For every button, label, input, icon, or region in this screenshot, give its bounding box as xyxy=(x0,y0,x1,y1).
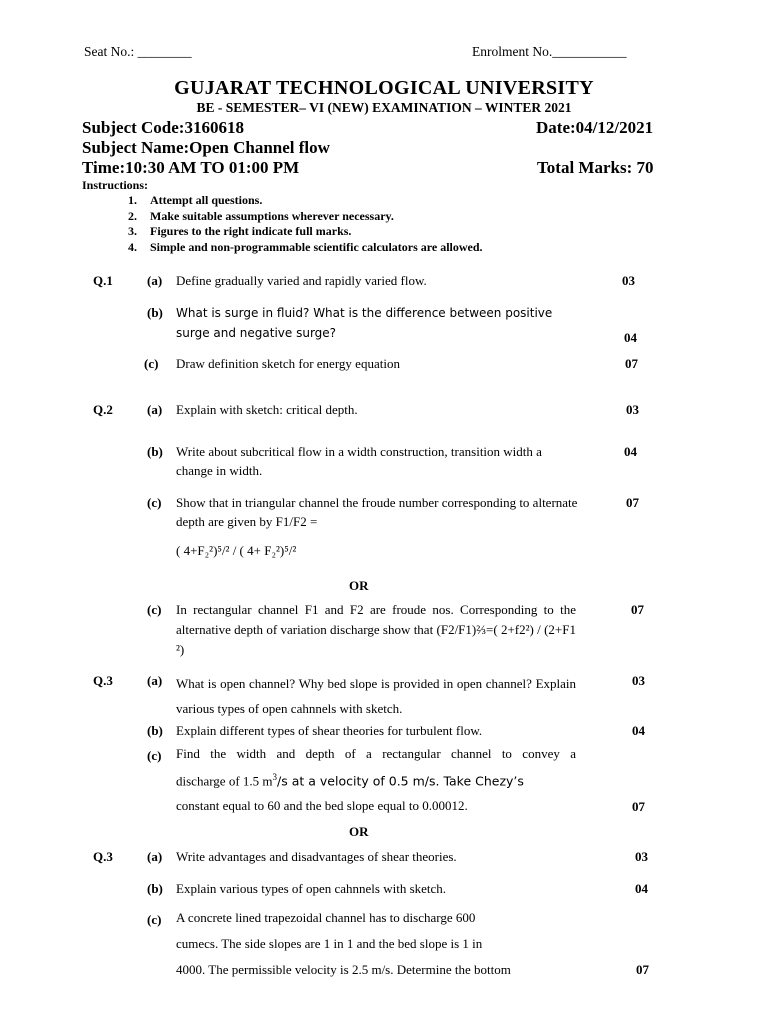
question-text: Explain with sketch: critical depth. xyxy=(176,402,358,417)
question-text: What is surge in fluid? What is the difference between positive surge and negative surge? xyxy=(176,306,553,340)
enrolment-number: Enrolment No.___________ xyxy=(472,44,627,59)
subject-name: Subject Name:Open Channel flow xyxy=(82,138,330,157)
part-label: (b) xyxy=(147,723,163,738)
question-text: A concrete lined trapezoidal channel has to discharge 600 xyxy=(176,910,476,925)
part-label: (b) xyxy=(147,305,163,320)
marks: 04 xyxy=(632,723,645,738)
subject-code: Subject Code:3160618 xyxy=(82,118,244,137)
part-label: (c) xyxy=(144,356,159,371)
question-text: Define gradually varied and rapidly varied flow. xyxy=(176,273,427,288)
part-label: (c) xyxy=(147,495,162,510)
part-label: (b) xyxy=(147,881,163,896)
part-label: (a) xyxy=(147,273,163,288)
question-text: 4000. The permissible velocity is 2.5 m/s. Determine the bottom xyxy=(176,962,511,977)
or-separator: OR xyxy=(349,578,369,593)
question-text: In rectangular channel F1 and F2 are froude nos. Corresponding to the alternative depth of variation discharge show that (F2/F1)⅔=( 2+f2²) / (2+F1 ²) xyxy=(176,602,576,657)
marks: 03 xyxy=(622,273,635,288)
marks: 03 xyxy=(635,849,648,864)
exam-title: BE - SEMESTER– VI (NEW) EXAMINATION – WINTER 2021 xyxy=(196,100,572,115)
question-text: Find the width and depth of a rectangular channel to convey a xyxy=(176,746,576,761)
formula: ( 4+F₂²)⁵/² / ( 4+ F₂²)⁵/² xyxy=(176,543,297,558)
marks: 07 xyxy=(625,356,638,371)
question-text: Explain different types of shear theories for turbulent flow. xyxy=(176,723,483,738)
part-label: (c) xyxy=(147,912,162,927)
exam-time: Time:10:30 AM TO 01:00 PM xyxy=(82,158,300,177)
question-text: Write about subcritical flow in a width construction, transition width a change in width. xyxy=(176,444,542,478)
question-text: discharge of 1.5 $m^3/s$ at a velocity of 0.5 m/s. Take Chezy’s xyxy=(176,772,524,789)
question-text: Write advantages and disadvantages of shear theories. xyxy=(176,849,457,864)
question-text: Show that in triangular channel the froude number corresponding to alternate depth are given by F1/F2 = xyxy=(176,495,578,529)
part-label: (a) xyxy=(147,849,163,864)
instruction-item: 3. Figures to the right indicate full marks. xyxy=(128,224,352,238)
question-text: Explain various types of open cahnnels with sketch. xyxy=(176,881,447,896)
university-title: GUJARAT TECHNOLOGICAL UNIVERSITY xyxy=(174,77,594,99)
question-text: constant equal to 60 and the bed slope equal to 0.00012. xyxy=(176,798,468,813)
question-number: Q.1 xyxy=(93,273,113,288)
marks: 04 xyxy=(624,330,637,345)
question-text: What is open channel? Why bed slope is provided in open channel? Explain various types of open cahnnels with sketch. xyxy=(176,676,576,716)
marks: 03 xyxy=(626,402,639,417)
instructions-heading: Instructions: xyxy=(82,178,149,192)
instruction-item: 4. Simple and non-programmable scientific calculators are allowed. xyxy=(128,240,483,254)
question-number: Q.2 xyxy=(93,402,113,417)
or-separator: OR xyxy=(349,824,369,839)
marks: 04 xyxy=(635,881,648,896)
seat-number: Seat No.: ________ xyxy=(84,44,192,59)
question-number: Q.3 xyxy=(93,849,113,864)
marks: 07 xyxy=(632,799,645,814)
instruction-item: 1. Attempt all questions. xyxy=(128,193,263,207)
marks: 07 xyxy=(626,495,639,510)
exam-date: Date:04/12/2021 xyxy=(536,118,654,137)
total-marks: Total Marks: 70 xyxy=(537,158,654,177)
part-label: (b) xyxy=(147,444,163,459)
question-number: Q.3 xyxy=(93,673,113,688)
part-label: (c) xyxy=(147,748,162,763)
instruction-item: 2. Make suitable assumptions wherever necessary. xyxy=(128,209,394,223)
marks: 07 xyxy=(631,602,644,617)
marks: 03 xyxy=(632,673,645,688)
marks: 07 xyxy=(636,962,649,977)
part-label: (a) xyxy=(147,402,163,417)
question-text: Draw definition sketch for energy equation xyxy=(176,356,400,371)
part-label: (a) xyxy=(147,673,163,688)
marks: 04 xyxy=(624,444,637,459)
question-text: cumecs. The side slopes are 1 in 1 and the bed slope is 1 in xyxy=(176,936,483,951)
part-label: (c) xyxy=(147,602,162,617)
